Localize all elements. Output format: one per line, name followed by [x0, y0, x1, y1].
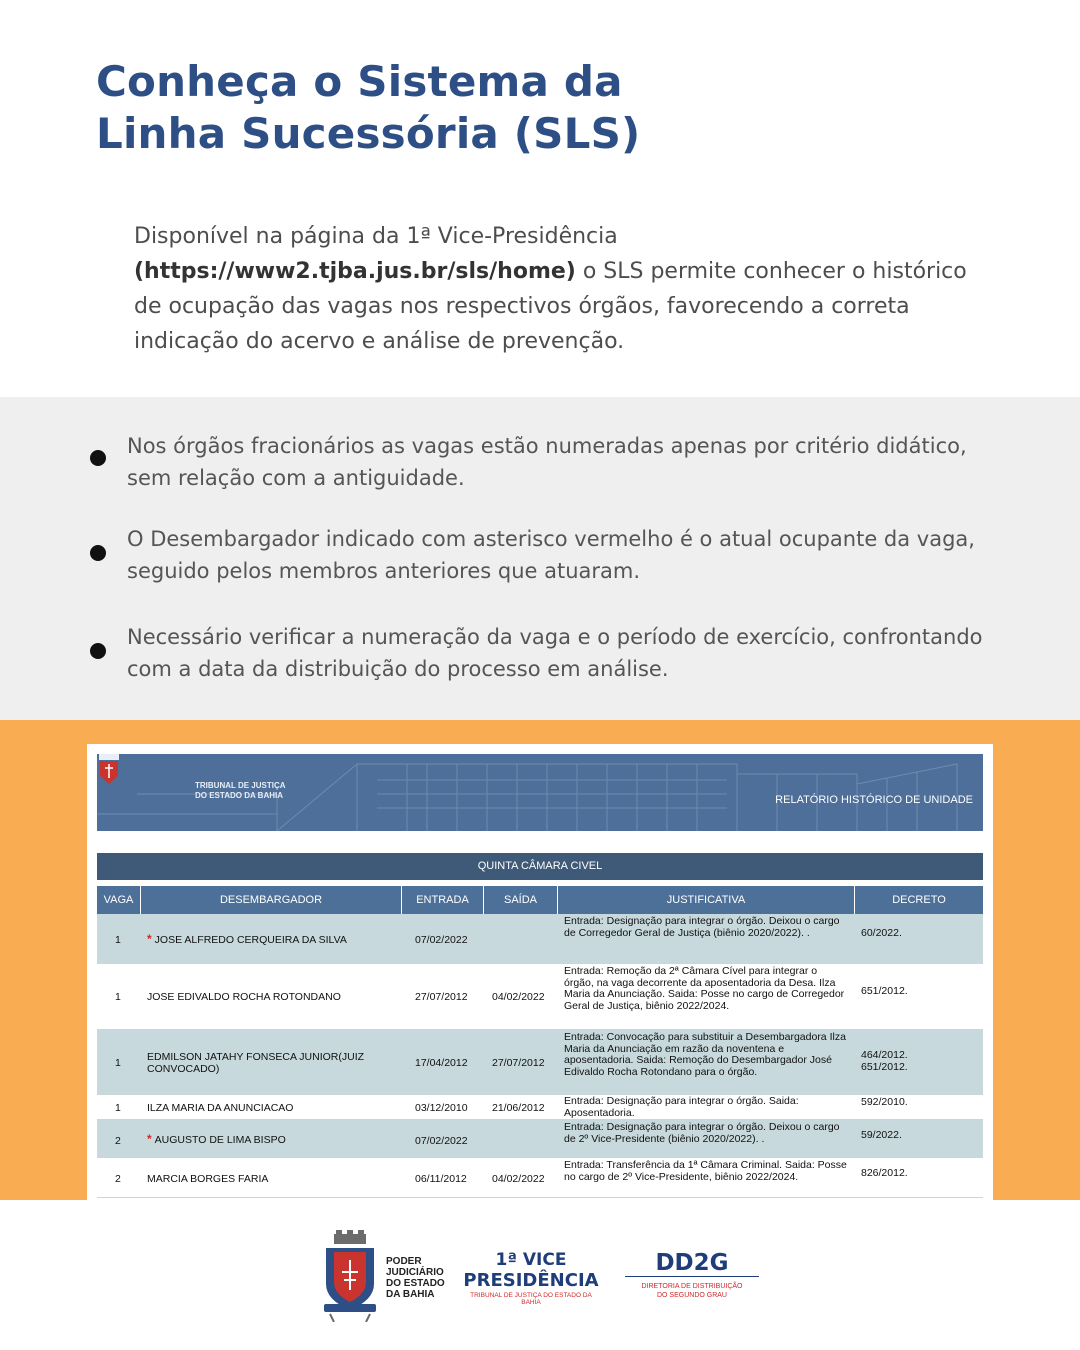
cell-vaga: 2 — [115, 1173, 121, 1185]
cell-desembargador: ILZA MARIA DA ANUNCIACAO — [147, 1102, 294, 1114]
cell-decreto: 464/2012. 651/2012. — [861, 1049, 908, 1073]
dd2g-divider — [625, 1276, 759, 1277]
dd2g-logo: DD2G — [655, 1250, 729, 1276]
page-title — [96, 56, 996, 160]
cell-decreto: 651/2012. — [861, 985, 908, 997]
cell-justificativa: Entrada: Transferência da 1ª Câmara Criminal. Saida: Posse no cargo de 2º Vice-Presidente, biênio 2022/2024. — [564, 1159, 847, 1183]
cell-decreto: 826/2012. — [861, 1167, 908, 1179]
bullet-dot-icon — [90, 545, 106, 561]
report-title: RELATÓRIO HISTÓRICO DE UNIDADE — [775, 794, 973, 806]
report-banner — [97, 754, 983, 831]
cell-saida: 27/07/2012 — [492, 1057, 545, 1069]
note-text: Necessário verificar a numeração da vaga e o período de exercício, confrontando com a data da distribuição do processo em análise. — [127, 625, 983, 681]
tj-label-line: DA BAHIA — [386, 1289, 435, 1300]
cell-desembargador — [147, 1134, 286, 1147]
cell-entrada: 06/11/2012 — [415, 1173, 467, 1185]
col-decreto: DECRETO — [892, 894, 946, 906]
tj-label-line: DO ESTADO — [386, 1278, 445, 1289]
court-name-line-2: DO ESTADO DA BAHIA — [195, 791, 283, 800]
cell-desembargador: EDMILSON JATAHY FONSECA JUNIOR(JUIZ CONVOCADO) — [147, 1051, 365, 1075]
cell-justificativa: Entrada: Designação para integrar o órgão. Saida: Aposentadoria. — [564, 1095, 799, 1119]
col-saida: SAÍDA — [484, 886, 558, 914]
col-desembargador: DESEMBARGADOR — [141, 886, 402, 914]
intro-part-2: o SLS permite conhecer o histórico de ocupação das vagas nos respectivos órgãos, favorecendo a correta indicação do acervo e análise de prevenção. — [134, 259, 967, 354]
title-line-1: Conheça o Sistema da — [96, 57, 623, 106]
current-occupant-asterisk: * — [147, 932, 152, 946]
cell-decreto: 60/2022. — [861, 927, 902, 939]
dd2g-sub-line-2: DO SEGUNDO GRAU — [656, 1292, 727, 1299]
tjba-coat-of-arms-icon — [320, 1230, 380, 1322]
intro-part-1: Disponível na página da 1ª Vice-Presidência — [134, 224, 618, 249]
cell-entrada: 07/02/2022 — [415, 934, 468, 946]
dd2g-subtitle — [622, 1282, 762, 1300]
cell-justificativa: Entrada: Remoção da 2ª Câmara Cível para integrar o órgão, na vaga decorrente da aposentadoria da Desa. Ilza Maria da Anunciação. Saida: Posse no cargo de Corregedor Geral de Justiça, biênio 2022/2024. — [564, 965, 845, 1012]
cell-vaga: 2 — [115, 1135, 121, 1147]
cell-entrada: 03/12/2010 — [415, 1102, 468, 1114]
col-vaga: VAGA — [97, 886, 141, 914]
bullet-dot-icon — [90, 450, 106, 466]
sls-report-screenshot — [87, 744, 993, 1200]
col-entrada: ENTRADA — [402, 886, 484, 914]
table-row[interactable] — [97, 1158, 983, 1198]
cell-vaga: 1 — [115, 991, 121, 1003]
cell-entrada: 07/02/2022 — [415, 1135, 468, 1147]
cell-vaga: 1 — [115, 1102, 121, 1114]
cell-saida: 21/06/2012 — [492, 1102, 545, 1114]
cell-justificativa: Entrada: Designação para integrar o órgão. Deixou o cargo de 2º Vice-Presidente (biênio 2020/2022). . — [564, 1121, 840, 1145]
court-crest-icon — [97, 754, 121, 786]
vp-subtitle: TRIBUNAL DE JUSTIÇA DO ESTADO DA BAHIA — [470, 1292, 592, 1306]
cell-name: AUGUSTO DE LIMA BISPO — [154, 1134, 286, 1146]
tj-label — [386, 1256, 445, 1300]
cell-saida: 04/02/2022 — [492, 1173, 545, 1185]
cell-justificativa: Entrada: Designação para integrar o órgão. Deixou o cargo de Corregedor Geral de Justiça (biênio 2020/2022). . — [564, 915, 840, 939]
cell-vaga: 1 — [115, 1057, 121, 1069]
vice-presidency-logo — [462, 1250, 600, 1292]
table-row[interactable] — [97, 1030, 983, 1095]
cell-desembargador: JOSE EDIVALDO ROCHA ROTONDANO — [147, 991, 341, 1003]
cell-saida: 04/02/2022 — [492, 991, 545, 1003]
footer-logos — [0, 1200, 1080, 1350]
note-text: Nos órgãos fracionários as vagas estão numeradas apenas por critério didático, sem relação com a antiguidade. — [127, 434, 967, 490]
cell-entrada: 27/07/2012 — [415, 991, 468, 1003]
table-row[interactable] — [97, 914, 983, 964]
tj-label-line: PODER — [386, 1256, 422, 1267]
table-title: QUINTA CÂMARA CIVEL — [97, 853, 983, 880]
cell-justificativa: Entrada: Convocação para substituir a Desembargadora Ilza Maria da Anunciação em razão da noventena e aposentadoria. Saida: Remoção do Desembargador José Edivaldo Rocha Rotondano para o órgão. — [564, 1031, 846, 1078]
cell-decreto: 592/2010. — [861, 1096, 908, 1108]
table-row[interactable] — [97, 1120, 983, 1158]
tj-label-line: JUDICIÁRIO — [386, 1267, 444, 1278]
sls-url[interactable]: (https://www2.tjba.jus.br/sls/home) — [134, 259, 576, 284]
court-name-line-1: TRIBUNAL DE JUSTIÇA — [195, 781, 286, 790]
cell-desembargador: MARCIA BORGES FARIA — [147, 1173, 269, 1185]
bullet-dot-icon — [90, 643, 106, 659]
col-justificativa: JUSTIFICATIVA — [558, 886, 855, 914]
vp-line-2: PRESIDÊNCIA — [463, 1270, 599, 1291]
table-row[interactable] — [97, 964, 983, 1030]
table-header — [97, 886, 983, 914]
court-name — [195, 781, 286, 801]
intro-paragraph — [134, 219, 994, 359]
cell-entrada: 17/04/2012 — [415, 1057, 468, 1069]
cell-name: JOSE ALFREDO CERQUEIRA DA SILVA — [154, 934, 347, 946]
cell-desembargador — [147, 934, 347, 947]
dd2g-sub-line-1: DIRETORIA DE DISTRIBUIÇÃO — [641, 1283, 743, 1290]
current-occupant-asterisk: * — [147, 1132, 152, 1146]
title-line-2: Linha Sucessória (SLS) — [96, 109, 641, 158]
cell-vaga: 1 — [115, 934, 121, 946]
cell-decreto: 59/2022. — [861, 1129, 902, 1141]
note-text: O Desembargador indicado com asterisco vermelho é o atual ocupante da vaga, seguido pelos membros anteriores que atuaram. — [127, 527, 975, 583]
table-row[interactable] — [97, 1095, 983, 1120]
history-table — [97, 853, 983, 1198]
vp-line-1: 1ª VICE — [495, 1250, 567, 1270]
